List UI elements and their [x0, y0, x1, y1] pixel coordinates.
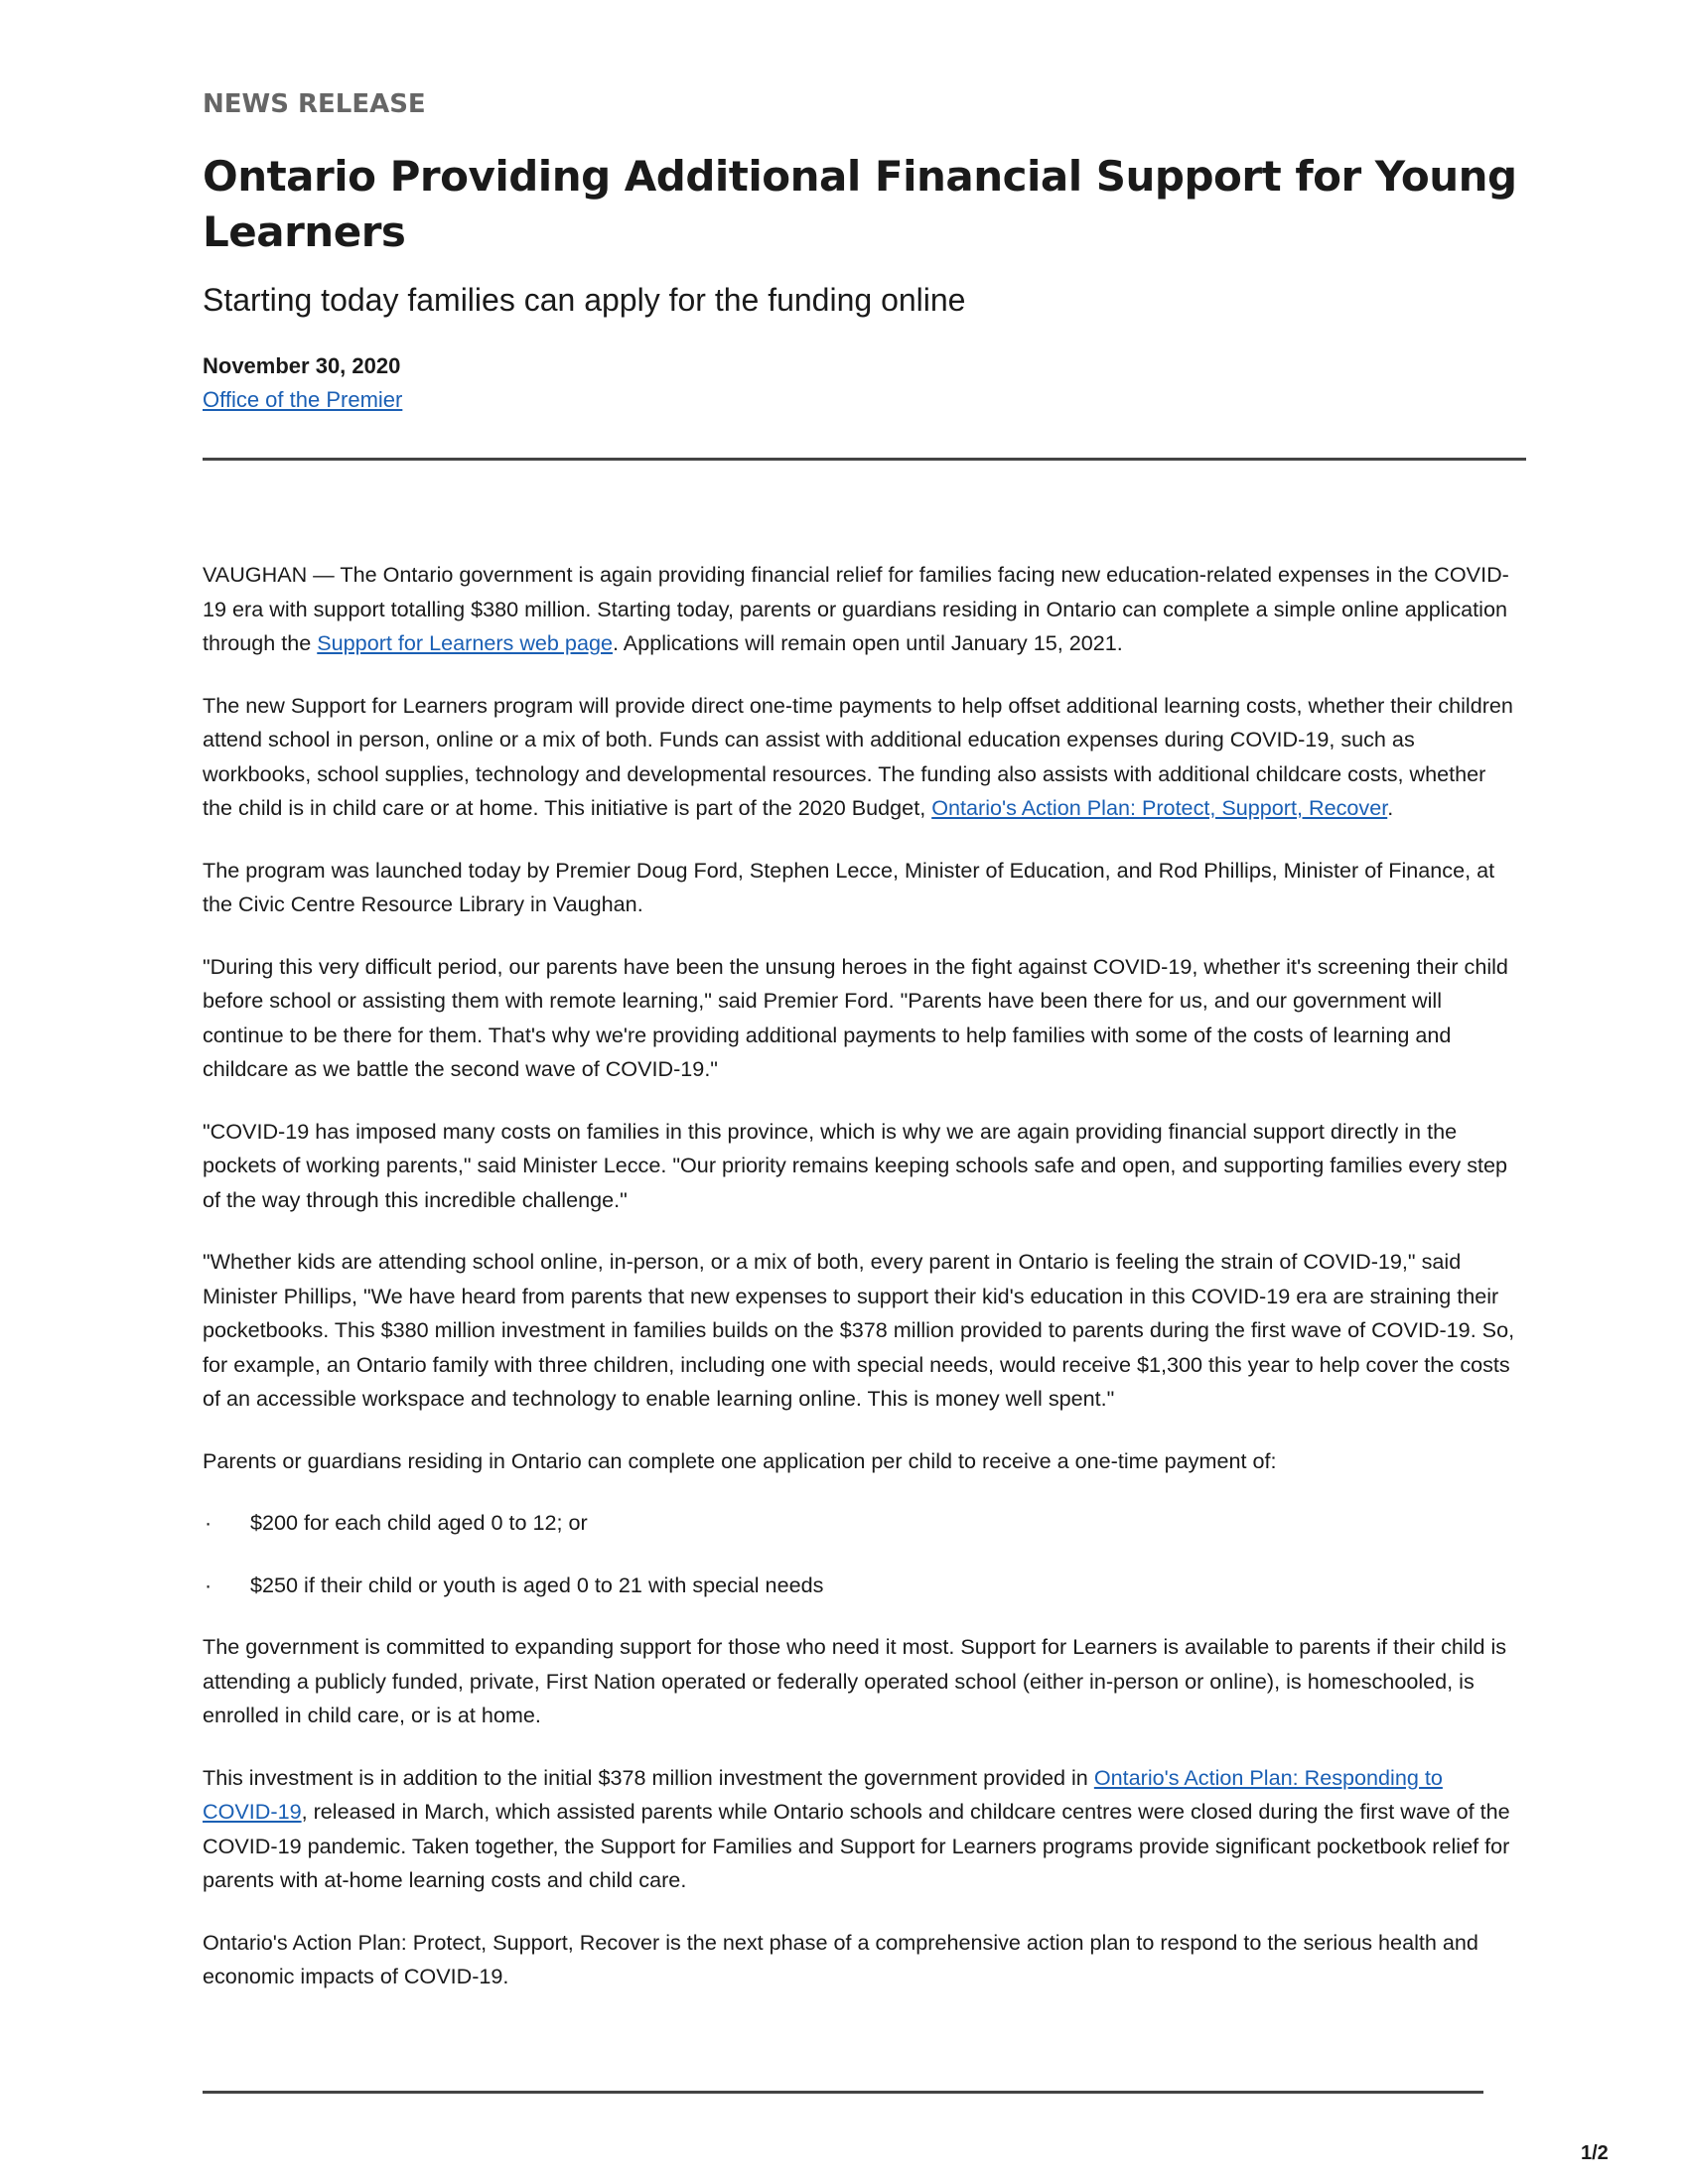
paragraph-text: , released in March, which assisted parents while Ontario schools and childcare centres were closed during the first wave of the COVID-19 pandemic. Taken together, the Support for Families and Support for Learners programs provide significant pocketbook relief for parents with at-home learning costs and child care.	[203, 1799, 1510, 1892]
paragraph-action-plan: Ontario's Action Plan: Protect, Support, Recover is the next phase of a comprehensive action plan to respond to the serious health and economic impacts of COVID-19.	[203, 1929, 1478, 1988]
bullet-text: $250 if their child or youth is aged 0 to 21 with special needs	[250, 1571, 824, 1597]
paragraph-investment	[203, 1761, 1518, 1898]
paragraph-text: The new Support for Learners program will provide direct one-time payments to help offset additional learning costs, whether their children attend school in person, online or a mix of both. Funds can assist with additional education expenses during COVID-19, such as workbooks, school supplies, technology and developmental resources. The funding also assists with additional childcare costs, whether the child is in child care or at home. This initiative is part of the 2020 Budget,	[203, 692, 1513, 820]
bullet-text: $200 for each child aged 0 to 12; or	[250, 1510, 588, 1535]
paragraph-eligibility: The government is committed to expanding support for those who need it most. Support for Learners is available to parents if their child is attending a publicly funded, private, First Nation operated or federally operated school (either in-person or online), is homeschooled, is enrolled in child care, or is at home.	[203, 1634, 1507, 1727]
page-subtitle: Starting today families can apply for the funding online	[203, 282, 966, 318]
header-divider	[203, 458, 1526, 461]
bullet-icon: ·	[205, 1571, 212, 1597]
action-plan-protect-support-recover-link[interactable]: Ontario's Action Plan: Protect, Support, Recover	[931, 795, 1388, 820]
bullet-item	[203, 1506, 1518, 1541]
document-page	[203, 0, 1517, 2184]
paragraph-text: This investment is in addition to the initial $378 million investment the government provided in	[203, 1764, 1094, 1790]
quote-premier-ford: "During this very difficult period, our parents have been the unsung heroes in the fight against COVID-19, whether it's screening their child before school or assisting them with remote learning," said Premier Ford. "Parents have been there for us, and our government will continue to be there for them. That's why we're providing additional payments to help families with some of the costs of learning and childcare as we battle the second wave of COVID-19."	[203, 953, 1508, 1081]
paragraph-program	[203, 689, 1518, 826]
paragraph-payment-intro: Parents or guardians residing in Ontario can complete one application per child to receive a one-time payment of:	[203, 1447, 1277, 1473]
office-line	[203, 387, 402, 413]
office-of-the-premier-link[interactable]: Office of the Premier	[203, 387, 403, 412]
page-number: 1/2	[1581, 2142, 1609, 2164]
paragraph-text: .	[1387, 795, 1394, 820]
page-title: Ontario Providing Additional Financial Support for Young Learners	[203, 152, 1517, 256]
bullet-icon: ·	[205, 1510, 212, 1535]
quote-minister-lecce: "COVID-19 has imposed many costs on families in this province, which is why we are again providing financial support directly in the pockets of working parents," said Minister Lecce. "Our priority remains keeping schools safe and open, and supporting families every step of the way through this incredible challenge."	[203, 1118, 1508, 1212]
paragraph-launch: The program was launched today by Premier Doug Ford, Stephen Lecce, Minister of Education, and Rod Phillips, Minister of Finance, at the Civic Centre Resource Library in Vaughan.	[203, 857, 1495, 916]
release-date: November 30, 2020	[203, 353, 401, 378]
paragraph-text: . Applications will remain open until January 15, 2021.	[612, 630, 1123, 655]
paragraph-text: VAUGHAN — The Ontario government is again providing financial relief for families facing new education-related expenses in the COVID-19 era with support totalling $380 million. Starting today, parents or guardians residing in Ontario can complete a simple online application through the	[203, 562, 1509, 655]
footer-divider	[203, 2091, 1483, 2094]
quote-minister-phillips: "Whether kids are attending school online, in-person, or a mix of both, every parent in Ontario is feeling the strain of COVID-19," said Minister Phillips, "We have heard from parents that new expenses to support their kid's education in this COVID-19 era are straining their pocketbooks. This $380 million investment in families builds on the $378 million provided to parents during the first wave of COVID-19. So, for example, an Ontario family with three children, including one with special needs, would receive $1,300 this year to help cover the costs of an accessible workspace and technology to enable learning online. This is money well spent."	[203, 1249, 1515, 1411]
bullet-item	[203, 1569, 1518, 1603]
news-release-label: NEWS RELEASE	[203, 89, 426, 119]
paragraph-intro	[203, 558, 1518, 661]
support-for-learners-link[interactable]: Support for Learners web page	[317, 630, 613, 655]
article-body	[203, 558, 1518, 2022]
action-plan-responding-link[interactable]: Ontario's Action Plan: Responding to COVID-19	[203, 1764, 1443, 1824]
